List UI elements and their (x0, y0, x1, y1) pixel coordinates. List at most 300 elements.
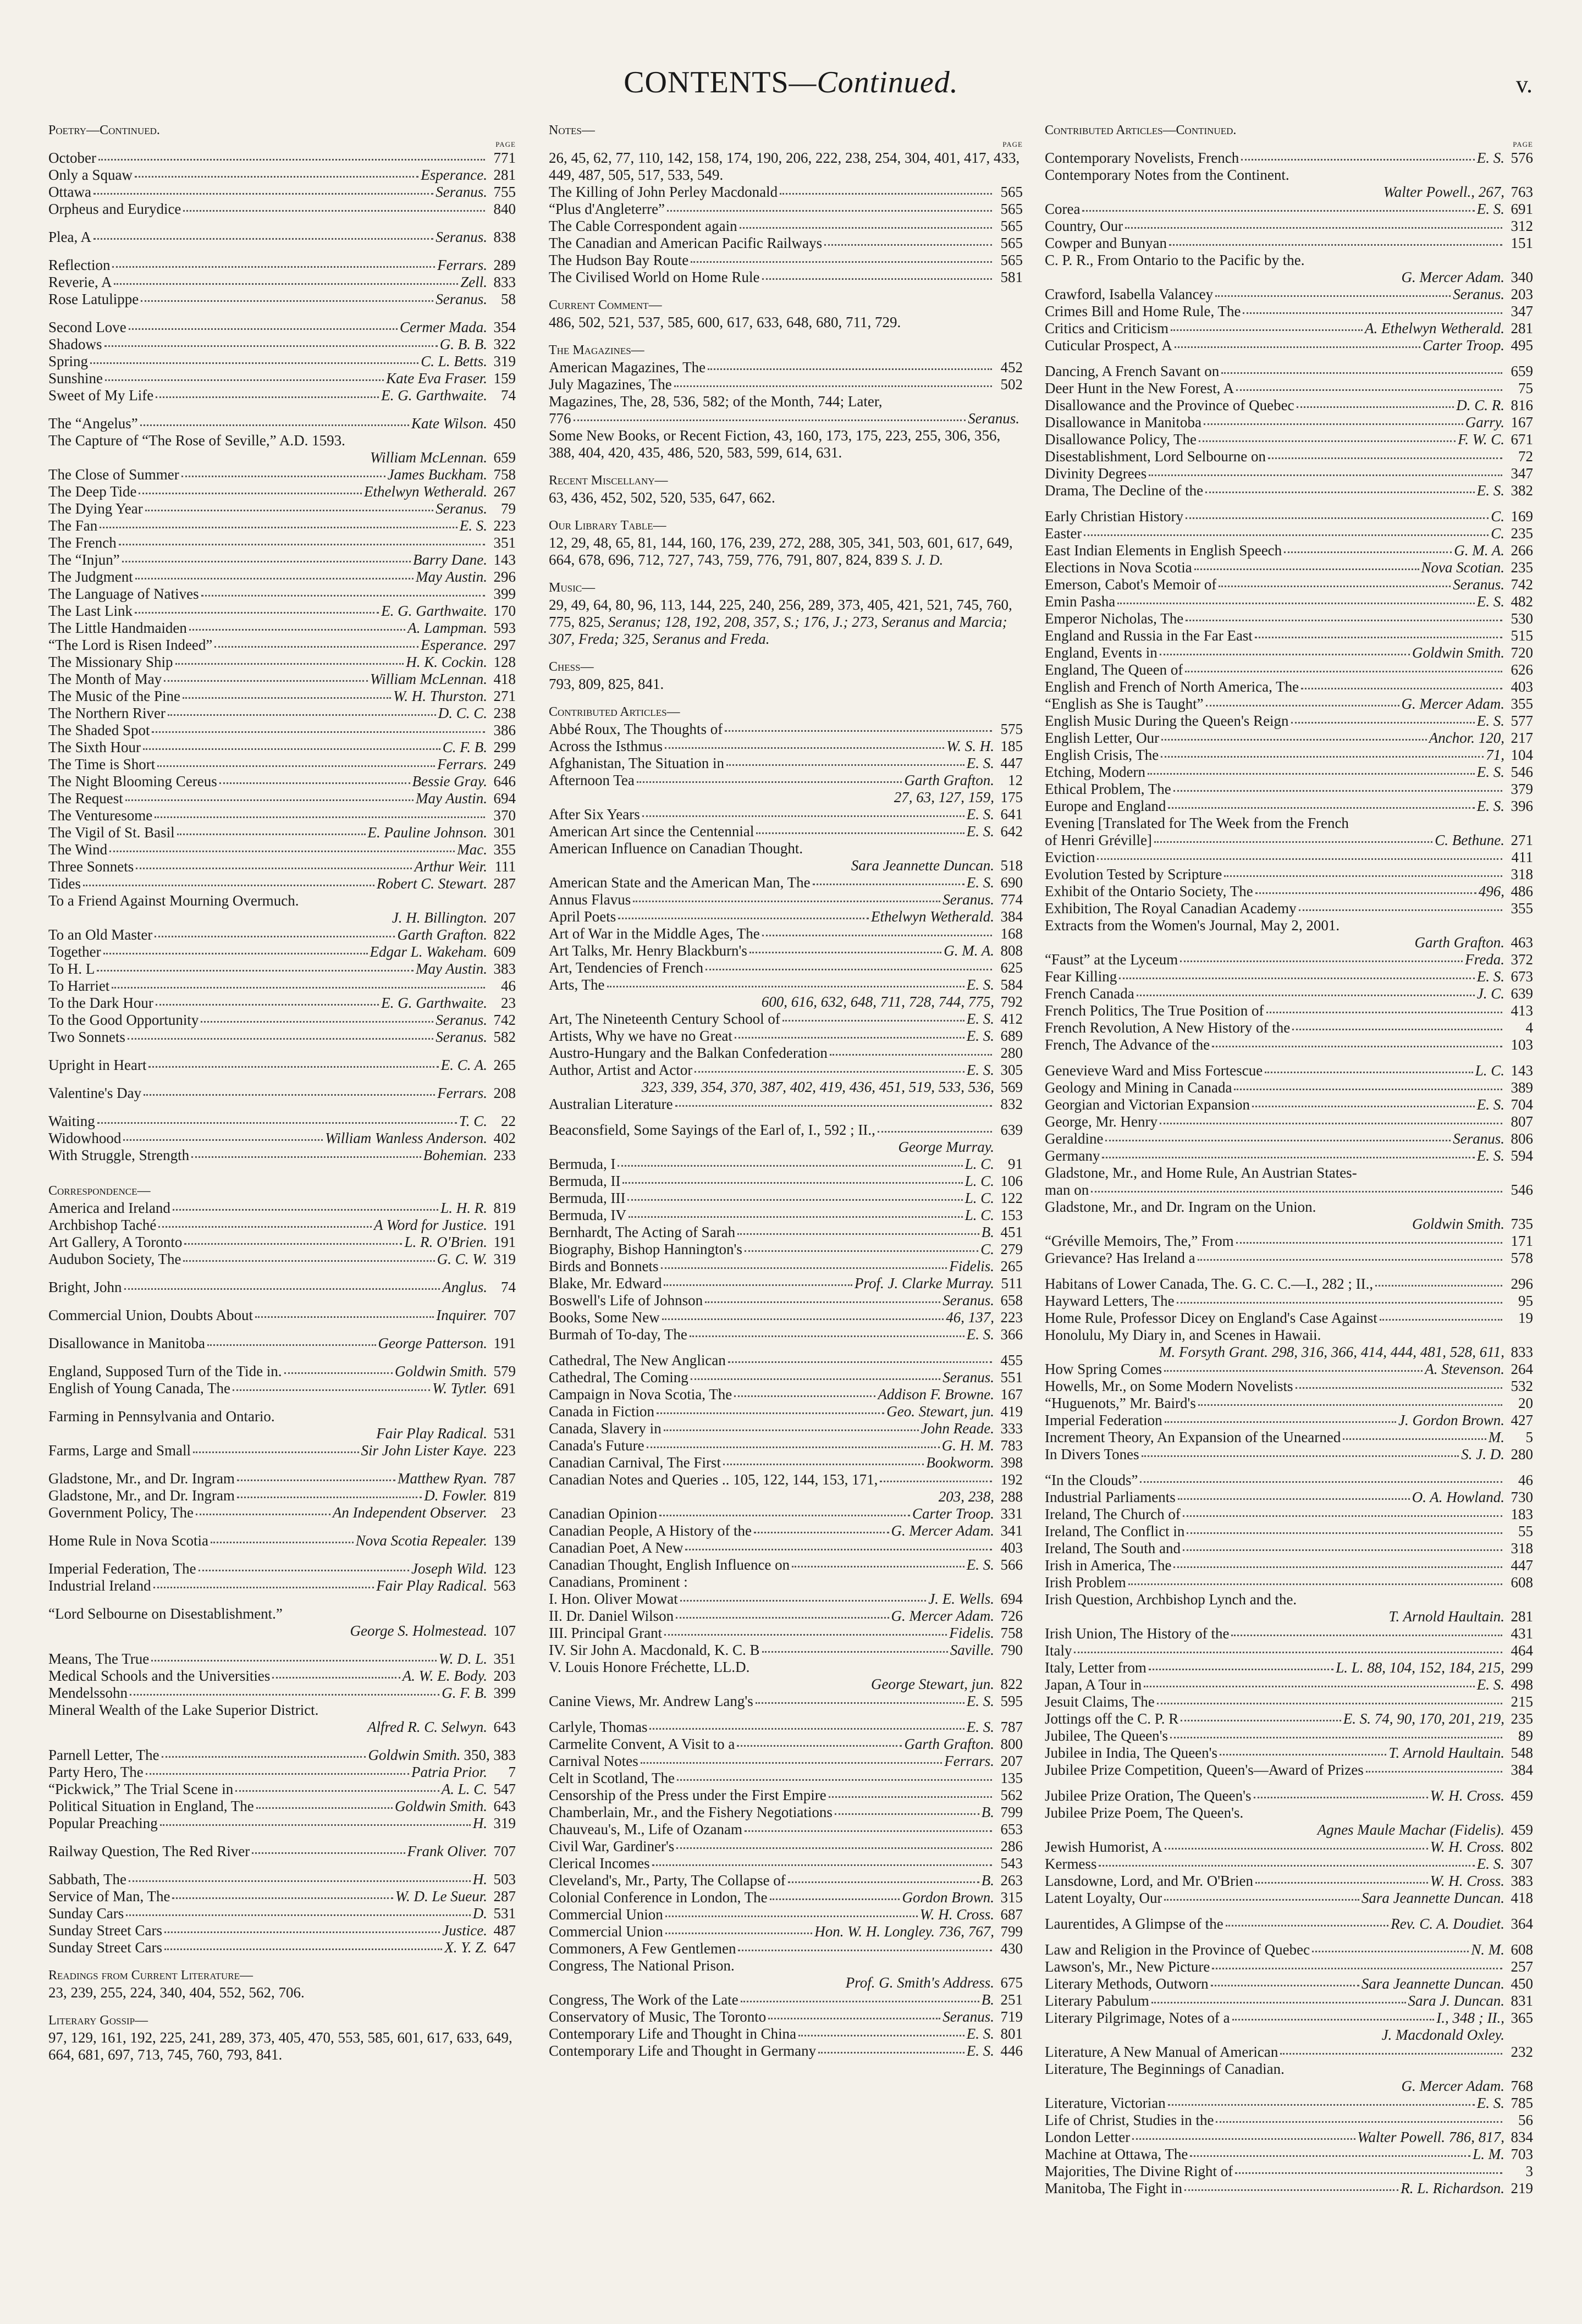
index-entry (48, 500, 516, 517)
dot-leader (770, 1887, 900, 1900)
dot-leader (152, 720, 485, 733)
entry-page: 498 (1511, 1676, 1533, 1693)
entry-page: 503 (493, 1871, 516, 1887)
entry-title: Literature, The Beginnings of Canadian. (1045, 2061, 1285, 2077)
dot-leader (723, 1453, 924, 1465)
entry-page: 742 (493, 1012, 516, 1028)
dot-leader (1375, 1274, 1502, 1287)
dot-leader (1255, 1871, 1428, 1884)
dot-leader (1212, 1035, 1502, 1047)
entry-title: Bermuda, IV (549, 1207, 626, 1223)
index-entry (549, 1190, 1023, 1207)
entry-title: Literary Methods, Outworn (1045, 1975, 1209, 1992)
entry-author: C. (1491, 508, 1504, 525)
entry-author: E. S. (1476, 1147, 1504, 1164)
dot-leader (1183, 1538, 1502, 1551)
index-entry (549, 1991, 1023, 2008)
entry-page: 287 (493, 1888, 516, 1905)
dot-leader (657, 1401, 884, 1414)
dot-leader (1132, 2127, 1355, 2140)
entry-title: Australian Literature (549, 1096, 673, 1112)
entry-author: 71, (1486, 747, 1504, 763)
entry-title: Lawson's, Mr., New Picture (1045, 1958, 1210, 1975)
entry-title: Abbé Roux, The Thoughts of (549, 721, 723, 737)
entry-title: Afternoon Tea (549, 772, 635, 788)
entry-title: Censorship of the Press under the First Empire (549, 1787, 826, 1803)
entry-page: 755 (493, 184, 516, 200)
entry-page: 402 (493, 1130, 516, 1146)
entry-title: Hayward Letters, The (1045, 1293, 1175, 1309)
dot-leader (83, 874, 374, 886)
entry-page: 774 (1000, 891, 1023, 908)
dot-leader (128, 1027, 433, 1040)
index-entry (549, 772, 1023, 789)
entry-title: Canadian Notes and Queries .. 105, 122, 144, 153, 171, (549, 1471, 878, 1488)
readings-pages: 23, 239, 255, 224, 340, 404, 552, 562, 706. (48, 1984, 305, 2001)
index-entry (1045, 1992, 1533, 2010)
entry-page: 74 (501, 387, 516, 404)
index-entry (48, 150, 516, 167)
entry-title: Cowper and Bunyan (1045, 235, 1167, 251)
dot-leader (1047, 184, 1381, 195)
index-entry (48, 773, 516, 790)
entry-title: Literature, A New Manual of American (1045, 2044, 1278, 2060)
dot-leader (1140, 1470, 1502, 1483)
entry-title: Orpheus and Eurydice (48, 201, 181, 217)
index-entry (48, 1335, 516, 1352)
dot-leader (1299, 1591, 1502, 1602)
entry-page: 704 (1511, 1096, 1533, 1113)
entry-page: 168 (1000, 925, 1023, 942)
entry-page: 219 (1511, 2180, 1533, 2196)
index-entry (549, 1028, 1023, 1045)
entry-page: 379 (1511, 781, 1533, 797)
index-entry (1045, 1975, 1533, 1992)
index-entry (1045, 320, 1533, 337)
entry-author: Garth Grafton. (904, 1736, 994, 1752)
entry-title: Contemporary Notes from the Continent. (1045, 167, 1289, 183)
dot-leader (1154, 830, 1432, 843)
index-entry (549, 252, 1023, 269)
entry-author: E. S. (966, 1011, 994, 1027)
entry-page: 593 (493, 620, 516, 636)
index-entry (48, 1085, 516, 1102)
index-entry (1045, 150, 1533, 167)
index-entry (1045, 1216, 1533, 1233)
entry-author: B. (981, 1872, 994, 1889)
index-entry (48, 336, 516, 353)
entry-title: The Fan (48, 517, 98, 534)
entry-author: 27, 63, 127, 159, (894, 789, 994, 805)
index-entry (48, 1012, 516, 1029)
correspondence-list (48, 1200, 516, 1956)
entry-title: Industrial Parliaments (1045, 1489, 1176, 1505)
entry-author: Rev. C. A. Doudiet. (1391, 1915, 1504, 1932)
entry-author: William McLennan. (370, 449, 487, 466)
entry-title: Popular Preaching (48, 1815, 158, 1831)
index-entry (1045, 1113, 1533, 1130)
index-entry (48, 1130, 516, 1147)
entry-author: Arthur Weir. (414, 858, 487, 875)
entry-author: 46, 137, (946, 1309, 994, 1326)
index-entry (1045, 2078, 1533, 2095)
dot-leader (690, 1324, 964, 1337)
entry-title: Jubilee in India, The Queen's (1045, 1745, 1218, 1761)
entry-page: 643 (493, 1719, 516, 1735)
entry-page: 459 (1511, 1821, 1533, 1838)
entry-author: John Reade. (920, 1420, 994, 1437)
entry-author: Nova Scotia Repealer. (355, 1532, 487, 1549)
column-middle (549, 120, 1023, 2060)
entry-page: 288 (1000, 1488, 1023, 1505)
entry-author: W. H. Thurston. (393, 688, 487, 704)
entry-page: 799 (1000, 1804, 1023, 1820)
entry-author: J. Gordon Brown. (1398, 1412, 1504, 1428)
entry-author: Kate Wilson. (411, 415, 487, 432)
entry-page: 167 (1511, 414, 1533, 430)
entry-page: 647 (493, 1939, 516, 1956)
entry-title: October (48, 150, 96, 166)
entry-page: 819 (493, 1487, 516, 1504)
dot-leader (665, 736, 944, 749)
entry-page: 565 (1000, 218, 1023, 234)
entry-author: A Word for Justice. (374, 1217, 487, 1233)
index-entry (549, 857, 1023, 874)
entry-page: 354 (493, 319, 516, 335)
dot-leader (818, 2041, 964, 2053)
section-recent-heading: Recent Miscellany— (549, 473, 668, 488)
dot-leader (104, 334, 438, 347)
entry-page: 318 (1511, 1540, 1533, 1556)
entry-title: England and Russia in the Far East (1045, 627, 1253, 644)
index-entry (1045, 337, 1533, 354)
music-pages: 29, 49, 64, 80, 96, 113, 144, 225, 240, 256, 289, 373, 405, 421, 521, 745, 760, 775, 825, Seranus; 128, 192, 208, 357, S.; 176, J.; 273, Seranus and Marcia; 307, Freda; 325, Seranus and Freda. (549, 597, 1012, 647)
dot-leader (164, 1937, 442, 1950)
index-entry (48, 1217, 516, 1234)
index-entry (48, 1408, 516, 1425)
entry-page: 143 (493, 551, 516, 568)
dot-leader (97, 1111, 457, 1124)
entry-title: Canada's Future (549, 1437, 644, 1454)
entry-author: Prof. G. Smith's Address. (845, 1974, 994, 1991)
index-entry (1045, 1199, 1533, 1216)
index-entry (1045, 1002, 1533, 1019)
index-entry (48, 978, 516, 995)
dot-leader (1125, 216, 1502, 229)
entry-page: 171 (1511, 1233, 1533, 1249)
dot-leader (1231, 1624, 1502, 1636)
index-entry (549, 1420, 1023, 1437)
entry-author: Sara Jeannette Duncan. (1361, 1975, 1504, 1992)
dot-leader (752, 1659, 992, 1670)
entry-page: 203 (1511, 286, 1533, 302)
index-entry (549, 1352, 1023, 1369)
index-entry (1045, 380, 1533, 397)
index-entry (1045, 2095, 1533, 2112)
entry-author: E. C. A. (440, 1057, 487, 1073)
index-entry (1045, 482, 1533, 499)
dot-leader (1178, 1487, 1410, 1500)
entry-author: E. S. (966, 823, 994, 840)
dot-leader (301, 892, 485, 903)
entry-page: 307 (1511, 1856, 1533, 1872)
index-entry (48, 688, 516, 705)
entry-title: Contemporary Novelists, French (1045, 150, 1239, 166)
entry-author: E. S. (966, 976, 994, 993)
dot-leader (252, 1841, 405, 1854)
entry-author: L. C. (964, 1173, 994, 1189)
index-entry (48, 1922, 516, 1939)
entry-title: Eviction (1045, 849, 1095, 865)
entry-title: Widowhood (48, 1130, 122, 1146)
index-entry (48, 1815, 516, 1832)
entry-title: Deer Hunt in the New Forest, A (1045, 380, 1234, 396)
index-entry (1045, 695, 1533, 713)
index-entry (48, 790, 516, 807)
entry-author: C. (1491, 525, 1504, 542)
index-entry (48, 353, 516, 370)
entry-title: To a Friend Against Mourning Overmuch. (48, 892, 299, 909)
entry-title: Disallowance in Manitoba (48, 1335, 205, 1351)
entry-title: Ireland, The Church of (1045, 1506, 1181, 1522)
index-entry (1045, 1873, 1533, 1890)
dot-leader (805, 840, 992, 851)
dot-leader (148, 1055, 438, 1068)
index-entry (1045, 184, 1533, 201)
index-entry (48, 534, 516, 551)
index-entry (1045, 1642, 1533, 1659)
entry-author: Fair Play Radical. (376, 1577, 487, 1594)
dot-leader (1284, 540, 1452, 553)
entry-page: 641 (1000, 806, 1023, 822)
index-entry (549, 1403, 1023, 1420)
dot-leader (1047, 1216, 1410, 1227)
entry-title: Jottings off the C. P. R (1045, 1710, 1179, 1727)
entry-title: Majorities, The Divine Right of (1045, 2163, 1233, 2179)
contributed-continued-list (1045, 150, 1533, 2197)
index-entry (1045, 363, 1533, 380)
entry-title: Canadian Opinion (549, 1505, 658, 1522)
entry-title: IV. Sir John A. Macdonald, K. C. B (549, 1642, 760, 1658)
dot-leader (90, 351, 418, 364)
index-entry (549, 1173, 1023, 1190)
entry-author: Anchor. 120, (1429, 730, 1504, 746)
dot-leader (1047, 1821, 1315, 1832)
dot-leader (633, 890, 940, 902)
entry-page: 689 (1000, 1028, 1023, 1044)
index-entry (549, 1821, 1023, 1838)
entry-page: 207 (493, 909, 516, 926)
entry-title: Campaign in Nova Scotia, The (549, 1386, 732, 1403)
index-entry (48, 319, 516, 336)
entry-title: Early Christian History (1045, 508, 1183, 525)
dot-leader (183, 686, 391, 699)
entry-author: G. M. A. (1454, 542, 1504, 559)
index-entry (1045, 2129, 1533, 2146)
entry-page: 463 (1511, 934, 1533, 951)
entry-page: 235 (1511, 1710, 1533, 1727)
index-entry (549, 1923, 1023, 1940)
entry-page: 89 (1518, 1727, 1533, 1744)
dot-leader (1220, 1743, 1386, 1756)
index-entry (1045, 1489, 1533, 1506)
entry-author: E. S. (966, 755, 994, 771)
dot-leader (1255, 626, 1502, 638)
dot-leader (661, 1256, 947, 1269)
dot-leader (1142, 1444, 1459, 1457)
entry-title: The French (48, 534, 117, 551)
dot-leader (156, 993, 379, 1006)
entry-title: Canadian People, A History of the (549, 1522, 752, 1539)
entry-page: 452 (1000, 359, 1023, 376)
entry-title: Canada, Slavery in (549, 1420, 662, 1437)
dot-leader (1255, 881, 1476, 894)
dot-leader (754, 1521, 889, 1533)
entry-title: Two Sonnets (48, 1029, 125, 1045)
entry-title: Manitoba, The Fight in (1045, 2180, 1182, 2196)
entry-page: 143 (1511, 1062, 1533, 1079)
entry-author: Seranus. (436, 1029, 487, 1045)
entry-title: Tides (48, 875, 81, 892)
entry-author: N. M. (1471, 1941, 1504, 1958)
entry-title: George, Mr. Henry (1045, 1113, 1157, 1130)
entry-author: E. G. Garthwaite. (381, 603, 487, 619)
entry-title: Commoners, A Few Gentlemen (549, 1940, 736, 1957)
entry-title: After Six Years (549, 806, 640, 822)
entry-author: G. Mercer Adam. (1401, 269, 1504, 285)
dot-leader (1198, 1393, 1502, 1406)
entry-page: 646 (493, 773, 516, 790)
entry-page: 690 (1000, 874, 1023, 891)
dot-leader (146, 1762, 409, 1775)
entry-title: Cathedral, The Coming (549, 1369, 688, 1385)
dot-leader (694, 1060, 964, 1073)
entry-page: 23 (501, 1504, 516, 1521)
entry-title: The Deep Tide (48, 483, 137, 500)
dot-leader (284, 1361, 393, 1374)
dot-leader (745, 1239, 978, 1252)
dot-leader (676, 1836, 992, 1849)
entry-title: Fear Killing (1045, 968, 1117, 985)
entry-page: 74 (501, 1279, 516, 1295)
entry-page: 413 (1511, 1002, 1533, 1019)
dot-leader (1299, 898, 1502, 911)
entry-author: G. Mercer Adam. (891, 1522, 994, 1539)
index-entry (549, 1659, 1023, 1676)
entry-title: Audubon Society, The (48, 1251, 181, 1267)
entry-title: Bermuda, III (549, 1190, 626, 1206)
index-entry (549, 1207, 1023, 1224)
dot-leader (112, 255, 435, 268)
dot-leader (691, 250, 992, 263)
entry-page: 223 (1000, 1309, 1023, 1326)
index-entry (48, 892, 516, 909)
dot-leader (551, 1079, 640, 1090)
dot-leader (1084, 523, 1489, 536)
entry-title: Gladstone, Mr., and Dr. Ingram on the Union. (1045, 1199, 1316, 1215)
dot-leader (674, 374, 992, 387)
entry-author: E. S. (966, 1326, 994, 1343)
entry-title: Art, Tendencies of French (549, 959, 704, 976)
entry-title: Jubilee Prize Competition, Queen's—Award of Prizes (1045, 1762, 1364, 1778)
entry-author: T. C. (459, 1113, 487, 1129)
entry-title: The Sixth Hour (48, 739, 141, 755)
entry-page: 659 (1511, 363, 1533, 379)
index-entry (549, 1642, 1023, 1659)
entry-page: 800 (1000, 1736, 1023, 1752)
entry-page: 531 (493, 1905, 516, 1922)
entry-page: 232 (1511, 2044, 1533, 2060)
entry-page: 806 (1511, 1130, 1533, 1147)
entry-title: Congress, The National Prison. (549, 1957, 735, 1974)
index-entry (48, 1781, 516, 1798)
library-pages: 12, 29, 48, 65, 81, 144, 160, 176, 239, 272, 288, 305, 341, 503, 601, 617, 649, 664, 678, 696, 712, 727, 743, 759, 776, 791, 807, 824, 839 S. J. D. (549, 534, 1013, 568)
dot-leader (173, 1198, 438, 1211)
dot-leader (1177, 1291, 1502, 1304)
entry-page: 464 (1511, 1642, 1533, 1659)
index-entry (1045, 934, 1533, 951)
index-entry (549, 891, 1023, 908)
entry-page: 312 (1511, 218, 1533, 234)
entry-page: 382 (1511, 482, 1533, 499)
index-entry (48, 858, 516, 875)
index-entry (48, 705, 516, 722)
entry-page: 322 (493, 336, 516, 352)
dot-leader (551, 789, 892, 800)
entry-author: 600, 616, 632, 648, 711, 728, 744, 775, (761, 993, 994, 1010)
dot-leader (618, 907, 869, 919)
entry-author: Fair Play Radical. (376, 1425, 487, 1442)
entry-author: H. (472, 1871, 487, 1887)
dot-leader (164, 669, 368, 682)
entry-title: Europe and England (1045, 798, 1166, 814)
entry-title: Boswell's Life of Johnson (549, 1292, 703, 1309)
dot-leader (1173, 779, 1502, 792)
index-entry (1045, 730, 1533, 747)
entry-page: 653 (1000, 1821, 1023, 1837)
entry-page: 822 (1000, 1676, 1023, 1692)
entry-page: 238 (493, 705, 516, 721)
entry-author: Addison F. Browne. (878, 1386, 994, 1403)
entry-title: “Lord Selbourne on Disestablishment.” (48, 1605, 283, 1622)
entry-title: Germany (1045, 1147, 1100, 1164)
index-entry (1045, 2180, 1533, 2197)
entry-page: 546 (1511, 764, 1533, 780)
entry-title: Life of Christ, Studies in the (1045, 2112, 1214, 2128)
dot-leader (1291, 711, 1475, 724)
entry-author: W. H. Cross. (1430, 1787, 1504, 1804)
index-entry (1045, 968, 1533, 985)
dot-leader (112, 976, 485, 989)
entry-title: American Art since the Centennial (549, 823, 754, 840)
entry-page: 671 (1511, 431, 1533, 448)
entry-page: 7 (508, 1764, 516, 1780)
dot-leader (1047, 269, 1399, 280)
dot-leader (667, 199, 992, 212)
dot-leader (1082, 199, 1474, 212)
entry-title: Evolution Tested by Scripture (1045, 866, 1222, 882)
entry-author: J. H. Billington. (392, 909, 487, 926)
dot-leader (155, 805, 485, 818)
entry-page: 565 (1000, 235, 1023, 251)
entry-page: 79 (501, 500, 516, 517)
entry-author: William McLennan. (370, 671, 487, 687)
dot-leader (829, 1785, 992, 1798)
entry-page: 832 (1000, 1096, 1023, 1112)
entry-title: April Poets (549, 908, 616, 925)
index-entry (1045, 1293, 1533, 1310)
index-entry (549, 1224, 1023, 1241)
